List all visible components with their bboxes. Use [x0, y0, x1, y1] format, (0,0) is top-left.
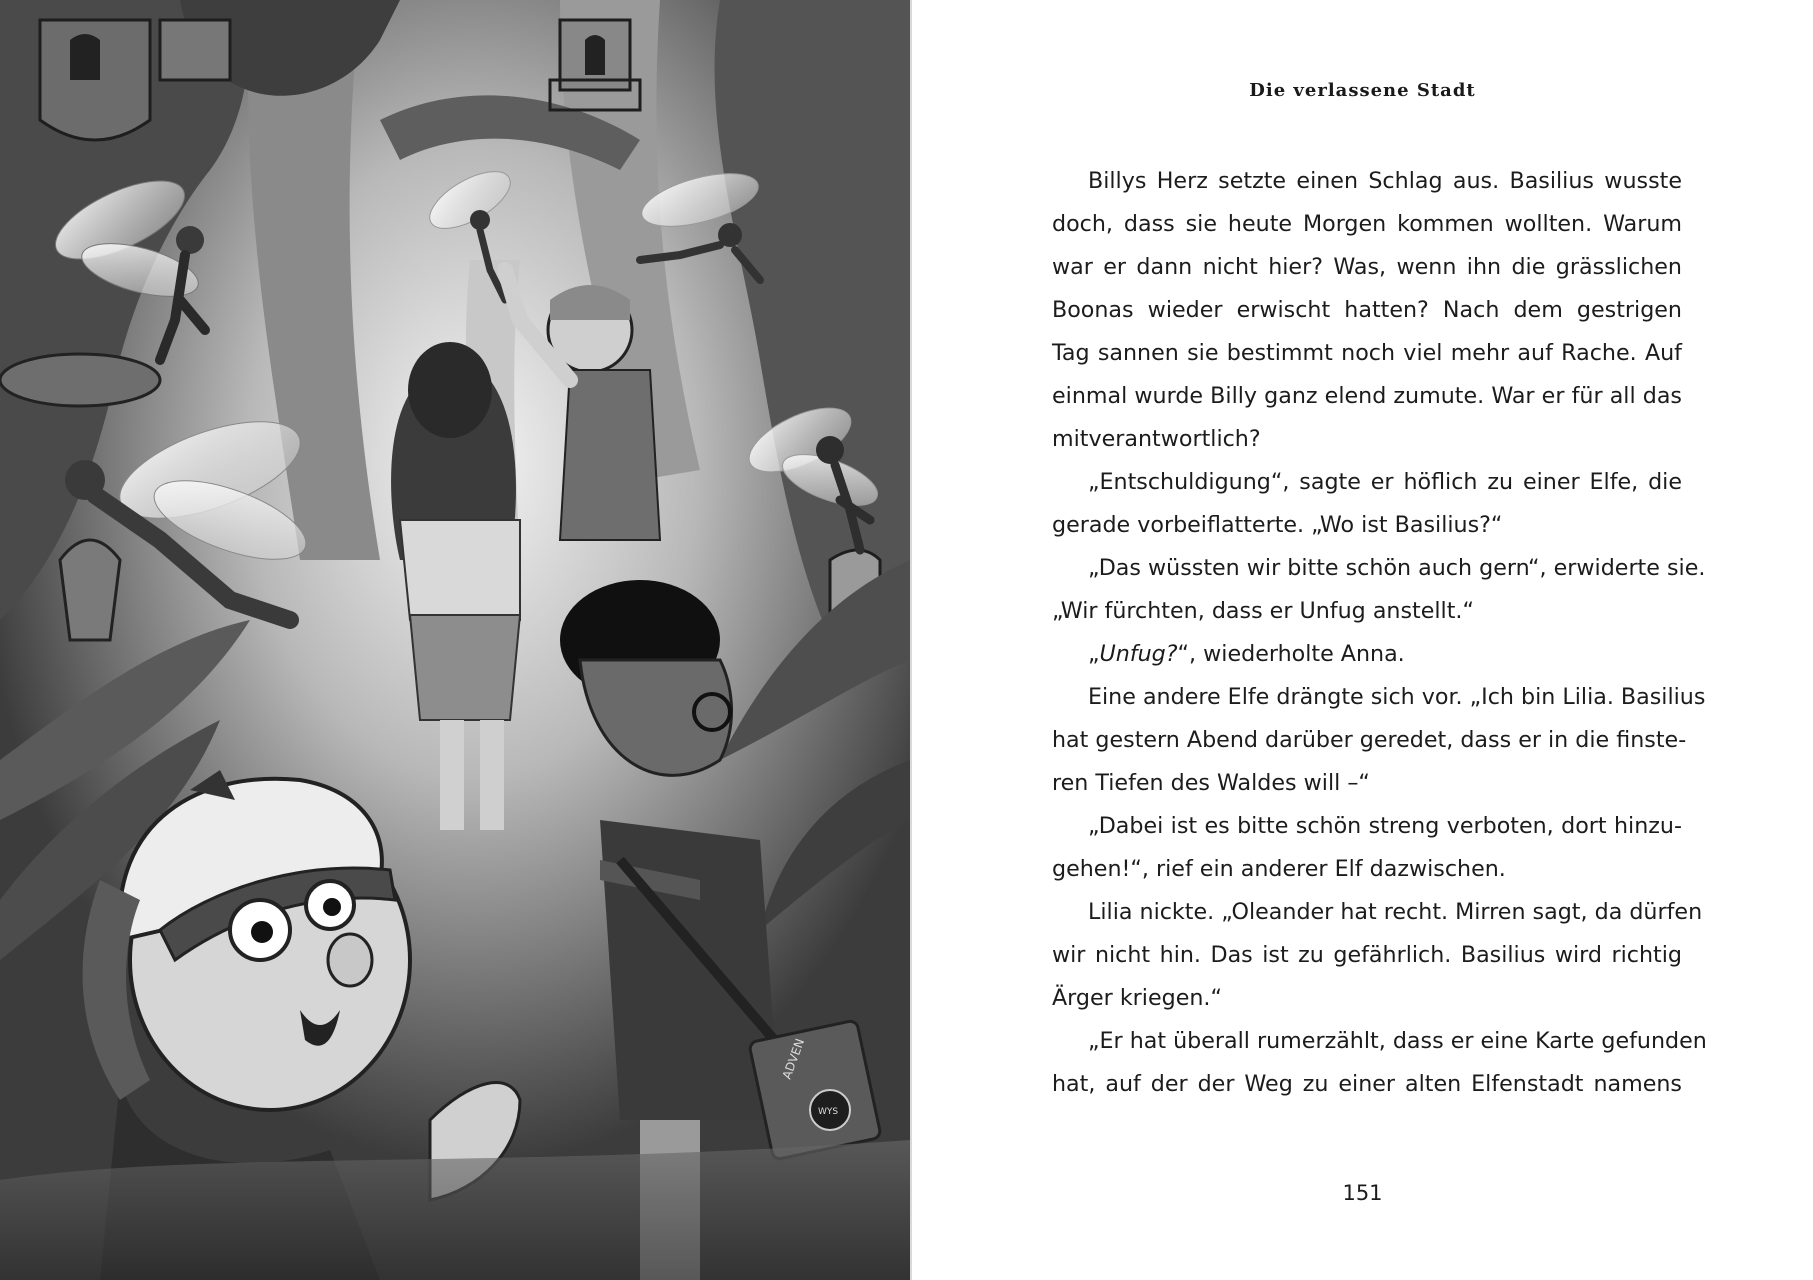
- text-line-italic: Unfug?: [1099, 641, 1178, 667]
- text-line: gerade vorbeiflatterte. „Wo ist Basilius?“: [1052, 512, 1503, 538]
- text-line-pre: „: [1088, 641, 1100, 667]
- text-line: Billys Herz setzte einen Schlag aus. Basilius wusste: [1088, 168, 1682, 194]
- text-line: mitverantwortlich?: [1052, 426, 1261, 452]
- text-line: „Dabei ist es bitte schön streng verboten, dort hinzu-: [1088, 813, 1682, 839]
- text-line: „Das wüssten wir bitte schön auch gern“, erwiderte sie.: [1088, 555, 1706, 581]
- bag-badge-label: WYS: [818, 1107, 839, 1117]
- text-line: Ärger kriegen.“: [1052, 985, 1222, 1011]
- text-line: einmal wurde Billy ganz elend zumute. War er für all das: [1052, 383, 1682, 409]
- text-line: gehen!“, rief ein anderer Elf dazwischen.: [1052, 856, 1506, 882]
- text-line: „Entschuldigung“, sagte er höflich zu einer Elfe, die: [1088, 469, 1682, 495]
- text-line: Lilia nickte. „Oleander hat recht. Mirren sagt, da dürfen: [1088, 899, 1703, 925]
- bag-label: ADVEN: [779, 1036, 808, 1082]
- text-line: „Wir fürchten, dass er Unfug anstellt.“: [1052, 598, 1474, 624]
- text-line: hat gestern Abend darüber geredet, dass er in die finste-: [1052, 727, 1687, 753]
- text-line: war er dann nicht hier? Was, wenn ihn die grässlichen: [1052, 254, 1682, 280]
- text-line: wir nicht hin. Das ist zu gefährlich. Basilius wird richtig: [1052, 942, 1682, 968]
- page-number: 151: [1342, 1181, 1383, 1205]
- body-text: [1052, 160, 1707, 1106]
- text-page: [912, 0, 1813, 1280]
- text-line-post: “, wiederholte Anna.: [1177, 641, 1405, 667]
- text-line: hat, auf der der Weg zu einer alten Elfenstadt namens: [1052, 1071, 1682, 1097]
- text-line: Boonas wieder erwischt hatten? Nach dem gestrigen: [1052, 297, 1682, 323]
- text-line: ren Tiefen des Waldes will –“: [1052, 770, 1370, 796]
- text-line: doch, dass sie heute Morgen kommen wollten. Warum: [1052, 211, 1682, 237]
- text-line: „Er hat überall rumerzählt, dass er eine Karte gefunden: [1088, 1028, 1707, 1054]
- text-line: Eine andere Elfe drängte sich vor. „Ich bin Lilia. Basilius: [1088, 684, 1706, 710]
- text-line: Tag sannen sie bestimmt noch viel mehr auf Rache. Auf: [1052, 340, 1682, 366]
- text-line: [1052, 633, 1682, 676]
- running-head: Die verlassene Stadt: [1249, 80, 1476, 101]
